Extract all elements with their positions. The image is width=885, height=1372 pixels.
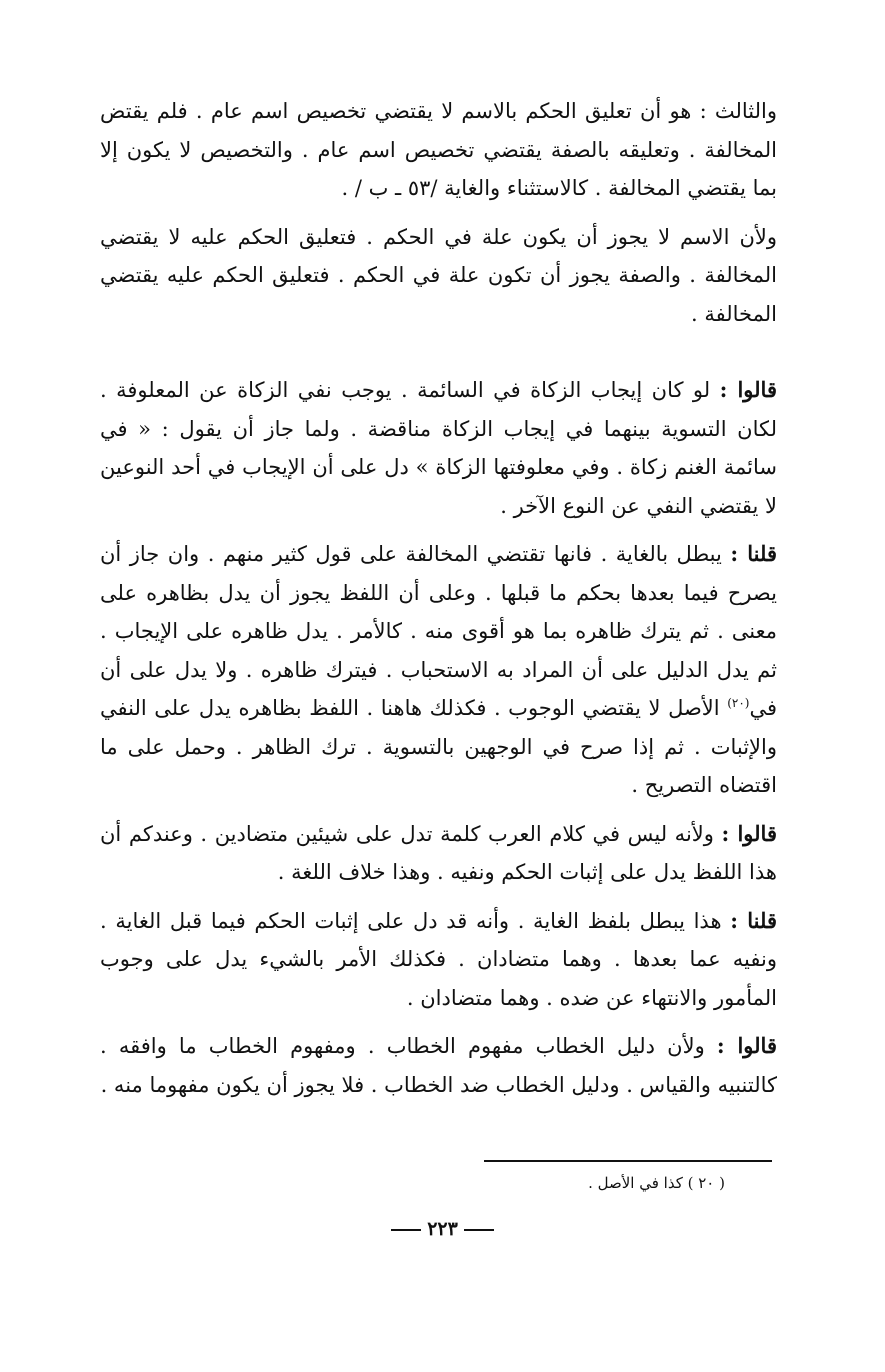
paragraph-objection-language (100, 815, 777, 892)
paragraph-reply-opposites (100, 902, 777, 1018)
paragraph-text: والثالث : هو أن تعليق الحكم بالاسم لا يقتضي تخصيص اسم عام . فلم يقتض المخالفة . وتعليقه بالصفة يقتضي تخصيص اسم عام . والتخصيص لا يكون إلا بما يقتضي المخالفة . كالاستثناء والغاية /٥٣ ـ ب / . (100, 99, 777, 200)
paragraph-text: ولأنه ليس في كلام العرب كلمة تدل على شيئين متضادين . وعندكم أن هذا اللفظ يدل على إثبات الحكم ونفيه . وهذا خلاف اللغة . (100, 821, 777, 884)
paragraph-objection-zakat (100, 371, 777, 525)
objection-lead: قالوا : (721, 820, 777, 846)
page-number-dash-right (464, 1229, 494, 1231)
page-number (0, 1218, 885, 1240)
section-gap (100, 343, 777, 371)
paragraph-name-not-cause (100, 218, 777, 334)
paragraph-text: لو كان إيجاب الزكاة في السائمة . يوجب نفي الزكاة عن المعلوفة . لكان التسوية بينهما في إيجاب الزكاة مناقضة . ولما جاز أن يقول : « في سائمة الغنم زكاة . وفي معلوفتها الزكاة » دل على أن الإيجاب في أحد النوعين لا يقتضي النفي عن النوع الآخر . (100, 378, 777, 518)
paragraph-text: ولأن الاسم لا يجوز أن يكون علة في الحكم . فتعليق الحكم عليه لا يقتضي المخالفة . والصفة يجوز أن تكون علة في الحكم . فتعليق الحكم عليه يقتضي المخالفة . (100, 224, 777, 326)
reply-lead: قلنا : (730, 907, 777, 933)
paragraph-text: يبطل بالغاية . فانها تقتضي المخالفة على قول كثير منهم . وان جاز أن يصرح فيما بعدها بحكم ما قبلها . وعلى أن اللفظ يجوز أن يدل بظاهره على معنى . ثم يترك ظاهره بما هو أقوى منه . كالأمر . يدل ظاهره على الإيجاب . ثم يدل الدليل على أن المراد به الاستحباب . فيترك ظاهره . ولا يدل على أن في (100, 542, 777, 720)
footnote: ( ٢٠ ) كذا في الأصل . (588, 1174, 725, 1192)
objection-lead: قالوا : (716, 1033, 777, 1058)
paragraph-text: الأصل لا يقتضي الوجوب . فكذلك هاهنا . اللفظ بظاهره يدل على النفي والإثبات . ثم إذا صرح في الوجهين بالتسوية . ترك الظاهر . وحمل على ما اقتضاه التصريح . (100, 696, 777, 797)
objection-lead: قالوا : (719, 377, 777, 402)
paragraph-text: هذا يبطل بلفظ الغاية . وأنه قد دل على إثبات الحكم فيما قبل الغاية . ونفيه عما بعدها . وهما متضادان . فكذلك الأمر بالشيء يدل على وجوب المأمور والانتهاء عن ضده . وهما متضادان . (100, 908, 777, 1010)
page-number-value: ٢٢٣ (427, 1218, 458, 1240)
reply-lead: قلنا : (730, 541, 777, 566)
footnote-divider (484, 1160, 772, 1162)
page-number-dash-left (391, 1229, 421, 1231)
paragraph-objection-mafhum (100, 1027, 777, 1104)
paragraph-reply-ghaya (100, 535, 777, 805)
paragraph-text: ولأن دليل الخطاب مفهوم الخطاب . ومفهوم الخطاب ما وافقه . كالتنبيه والقياس . ودليل الخطاب ضد الخطاب . فلا يجوز أن يكون مفهوما منه . (100, 1034, 777, 1097)
footnote-reference: (٢٠) (727, 696, 750, 710)
paragraph-third-argument (100, 92, 777, 208)
